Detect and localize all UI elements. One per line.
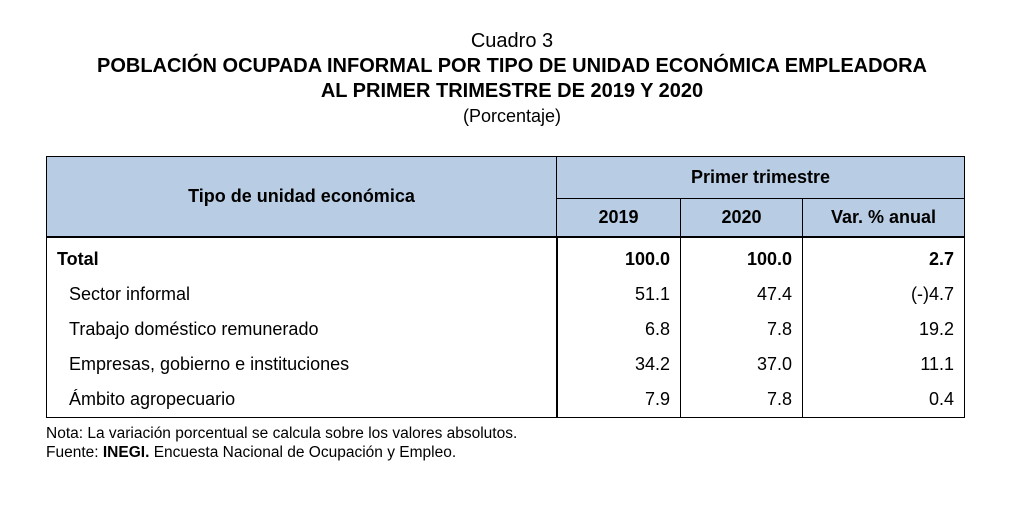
source-prefix: Fuente: — [46, 444, 103, 461]
table-title-line-2: AL PRIMER TRIMESTRE DE 2019 Y 2020 — [320, 80, 704, 102]
column-header-variation: Var. % anual — [803, 199, 965, 238]
table-title-line-1: POBLACIÓN OCUPADA INFORMAL POR TIPO DE UNIDAD ECONÓMICA EMPLEADORA — [96, 55, 927, 77]
source-description: Encuesta Nacional de Ocupación y Empleo. — [149, 444, 457, 461]
row-header: Tipo de unidad económica — [47, 157, 557, 238]
cell-variation: 2.7 — [803, 237, 965, 277]
cell-2019: 100.0 — [557, 237, 681, 277]
table-row-total — [47, 237, 965, 277]
source-organization: INEGI. — [102, 444, 150, 461]
cell-2020: 37.0 — [681, 347, 803, 382]
cell-2019: 51.1 — [557, 277, 681, 312]
cell-2020: 47.4 — [681, 277, 803, 312]
data-table — [46, 156, 965, 418]
cell-variation: (-)4.7 — [803, 277, 965, 312]
row-label: Ámbito agropecuario — [47, 382, 557, 418]
note-text: Nota: La variación porcentual se calcula sobre los valores absolutos. — [46, 425, 518, 442]
cell-2020: 100.0 — [681, 237, 803, 277]
table-caption: Cuadro 3 — [470, 30, 554, 52]
cell-variation: 19.2 — [803, 312, 965, 347]
row-label: Empresas, gobierno e instituciones — [47, 347, 557, 382]
table-row — [47, 347, 965, 382]
row-label: Sector informal — [47, 277, 557, 312]
row-label: Trabajo doméstico remunerado — [47, 312, 557, 347]
column-header-2020: 2020 — [681, 199, 803, 238]
cell-2019: 7.9 — [557, 382, 681, 418]
cell-variation: 0.4 — [803, 382, 965, 418]
source-text — [46, 443, 517, 462]
table-notes — [46, 424, 517, 462]
table-header — [0, 28, 1024, 128]
table-row — [47, 277, 965, 312]
cell-2020: 7.8 — [681, 382, 803, 418]
column-header-2019: 2019 — [557, 199, 681, 238]
table-unit: (Porcentaje) — [462, 106, 562, 126]
row-label: Total — [47, 237, 557, 277]
cell-2020: 7.8 — [681, 312, 803, 347]
cell-2019: 34.2 — [557, 347, 681, 382]
group-header: Primer trimestre — [557, 157, 965, 199]
cell-2019: 6.8 — [557, 312, 681, 347]
table-row — [47, 312, 965, 347]
cell-variation: 11.1 — [803, 347, 965, 382]
table-row — [47, 382, 965, 418]
